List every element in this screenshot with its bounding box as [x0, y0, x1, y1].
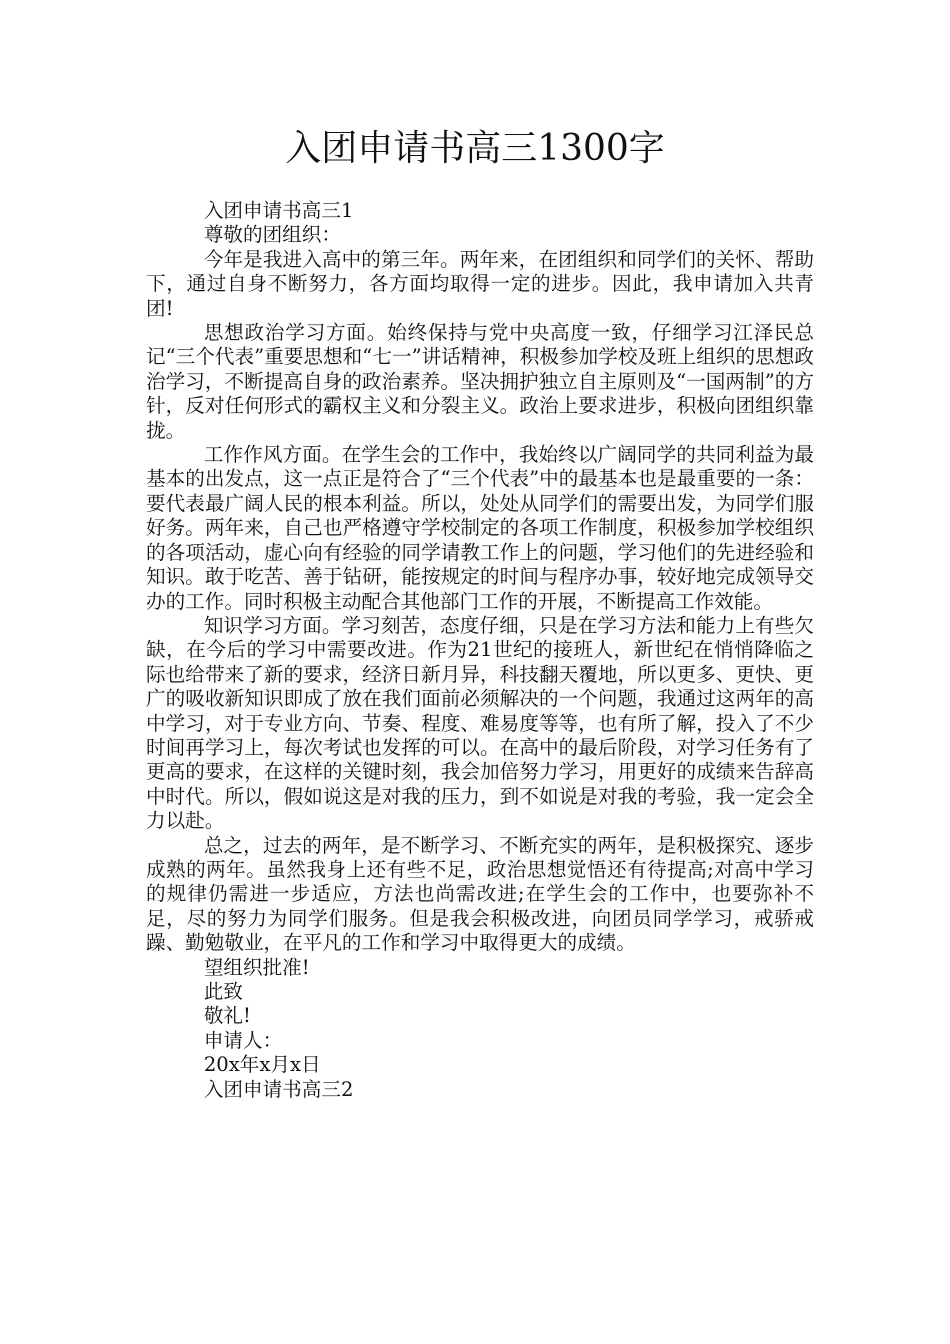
closing-jingli: 敬礼! — [203, 1004, 251, 1028]
salutation: 尊敬的团组织： — [203, 223, 341, 247]
paragraph-political-study: 思想政治学习方面。始终保持与党中央高度一致，仔细学习江泽民总记“三个代表”重要思想和“七一”讲话精神，积极参加学校及班上组织的思想政治学习，不断提高自身的政治素养。坚决拥护独立自主原则及“一国两制”的方针，反对任何形式的霸权主义和分裂主义。政治上要求进步，积极向团组织靠拢。 — [146, 321, 814, 442]
section-heading-2: 入团申请书高三2 — [203, 1077, 354, 1101]
paragraph-work-style: 工作作风方面。在学生会的工作中，我始终以广阔同学的共同利益为最基本的出发点，这一点正是符合了“三个代表”中的最基本也是最重要的一条：要代表最广阔人民的根本利益。所以，处处从同学们的需要出发，为同学们服好务。两年来，自己也严格遵守学校制定的各项工作制度，积极参加学校组织的各项活动，虚心向有经验的同学请教工作上的问题，学习他们的先进经验和知识。敢于吃苦、善于钻研，能按规定的时间与程序办事，较好地完成领导交办的工作。同时积极主动配合其他部门工作的开展，不断提高工作效能。 — [146, 443, 814, 613]
paragraph-summary: 总之，过去的两年，是不断学习、不断充实的两年，是积极探究、逐步成熟的两年。虽然我身上还有些不足，政治思想觉悟还有待提高;对高中学习的规律仍需进一步适应，方法也尚需改进;在学生会的工作中，也要弥补不足，尽的努力为同学们服务。但是我会积极改进，向团员同学学习，戒骄戒躁、勤勉敬业，在平凡的工作和学习中取得更大的成绩。 — [146, 833, 814, 955]
closing-request: 望组织批准! — [203, 955, 310, 979]
paragraph-intro: 今年是我进入高中的第三年。两年来，在团组织和同学们的关怀、帮助下，通过自身不断努力，各方面均取得一定的进步。因此，我申请加入共青团! — [146, 247, 814, 320]
applicant-label: 申请人： — [203, 1028, 283, 1052]
section-heading-1: 入团申请书高三1 — [203, 199, 354, 222]
document-title: 入团申请书高三1300字 — [285, 128, 665, 169]
paragraph-knowledge-study: 知识学习方面。学习刻苦，态度仔细，只是在学习方法和能力上有些欠缺，在今后的学习中需要改进。作为21世纪的接班人，新世纪在悄悄降临之际也给带来了新的要求，经济日新月异，科技翻天覆地，所以更多、更快、更广的吸收新知识即成了放在我们面前必须解决的一个问题，我通过这两年的高中学习，对于专业方向、节奏、程度、难易度等等，也有所了解，投入了不少时间再学习上，每次考试也发挥的可以。在高中的最后阶段，对学习任务有了更高的要求，在这样的关键时刻，我会加倍努力学习，用更好的成绩来告辞高中时代。所以，假如说这是对我的压力，到不如说是对我的考验，我一定会全力以赴。 — [146, 613, 814, 833]
date-line: 20x年x月x日 — [203, 1053, 321, 1077]
document-body — [146, 199, 814, 1102]
closing-cizhi: 此致 — [203, 980, 243, 1003]
